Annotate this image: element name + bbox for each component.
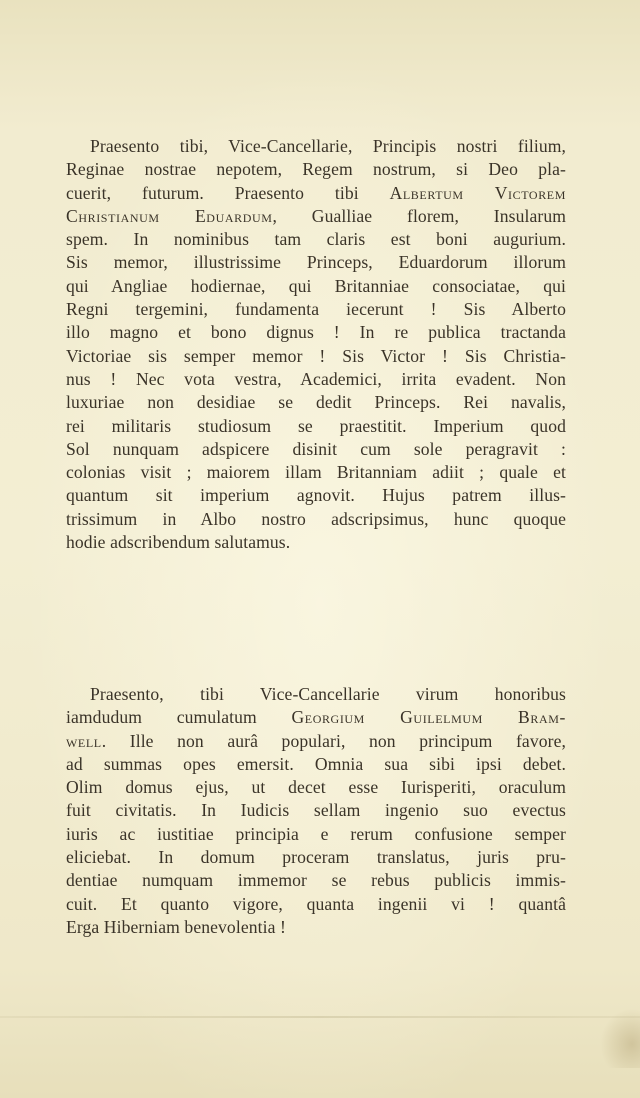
- text-line: trissimum in Albo nostro adscripsimus, hunc quoque: [66, 508, 566, 529]
- text-line: [66, 730, 566, 753]
- text-line: Regni tergemini, fundamenta iecerunt ! Sis Alberto: [66, 299, 566, 320]
- paper-stain: [600, 1008, 640, 1068]
- text-line: fuit civitatis. In Iudicis sellam ingenio suo evectus: [66, 800, 566, 821]
- text-line: Sis memor, illustrissime Princeps, Eduardorum illorum: [66, 252, 566, 273]
- text-line: colonias visit ; maiorem illam Britanniam adiit ; quale et: [66, 462, 566, 483]
- text-line: nus ! Nec vota vestra, Academici, irrita evadent. Non: [66, 368, 566, 389]
- text-line: spem. In nominibus tam claris est boni augurium.: [66, 229, 566, 250]
- text-line: quantum sit imperium agnovit. Hujus patrem illus-: [66, 485, 566, 506]
- text-line: cuit. Et quanto vigore, quanta ingenii vi ! quantâ: [66, 893, 566, 914]
- text-fragment: , Gualliae florem, Insularum: [272, 205, 567, 226]
- text-line: [66, 182, 566, 205]
- honoree-name: Georgium Guilelmum Bram-: [291, 707, 566, 728]
- honoree-name: well: [66, 730, 102, 751]
- text-line: iuris ac iustitiae principia e rerum confusione semper: [66, 823, 566, 844]
- paragraph-bramwell: [66, 683, 566, 939]
- text-line: Olim domus ejus, ut decet esse Iurisperiti, oraculum: [66, 777, 566, 798]
- text-line: qui Angliae hodiernae, qui Britanniae consociatae, qui: [66, 275, 566, 296]
- text-line: rei militaris studiosum se praestitit. Imperium quod: [66, 415, 566, 436]
- text-line: illo magno et bono dignus ! In re publica tractanda: [66, 322, 566, 343]
- page-crease: [0, 1016, 640, 1018]
- text-fragment: iamdudum cumulatum: [66, 707, 257, 728]
- text-line: hodie adscribendum salutamus.: [66, 532, 291, 553]
- honoree-name: Christianum Eduardum: [66, 205, 273, 226]
- text-fragment: . Ille non aurâ populari, non principum favore,: [101, 730, 566, 751]
- text-fragment: cuerit, futurum. Praesento tibi: [66, 182, 359, 203]
- text-line: luxuriae non desidiae se dedit Princeps. Rei navalis,: [66, 392, 566, 413]
- text-line: Erga Hiberniam benevolentia !: [66, 916, 286, 937]
- text-line: ad summas opes emersit. Omnia sua sibi ipsi debet.: [66, 753, 566, 774]
- text-line: Praesento tibi, Vice-Cancellarie, Principis nostri filium,: [90, 136, 566, 156]
- text-line: Praesento, tibi Vice-Cancellarie virum honoribus: [90, 684, 566, 704]
- text-line: Victoriae sis semper memor ! Sis Victor ! Sis Christia-: [66, 345, 566, 366]
- paragraph-prince-albert-victor: [66, 135, 566, 554]
- text-line: dentiae numquam immemor se rebus publicis immis-: [66, 870, 566, 891]
- text-line: Sol nunquam adspicere disinit cum sole peragravit :: [66, 438, 566, 459]
- text-line: eliciebat. In domum proceram translatus, juris pru-: [66, 847, 566, 868]
- text-line: [66, 706, 566, 729]
- text-line: [66, 205, 566, 228]
- honoree-name: Albertum Victorem: [389, 182, 566, 203]
- text-line: Reginae nostrae nepotem, Regem nostrum, si Deo pla-: [66, 159, 566, 180]
